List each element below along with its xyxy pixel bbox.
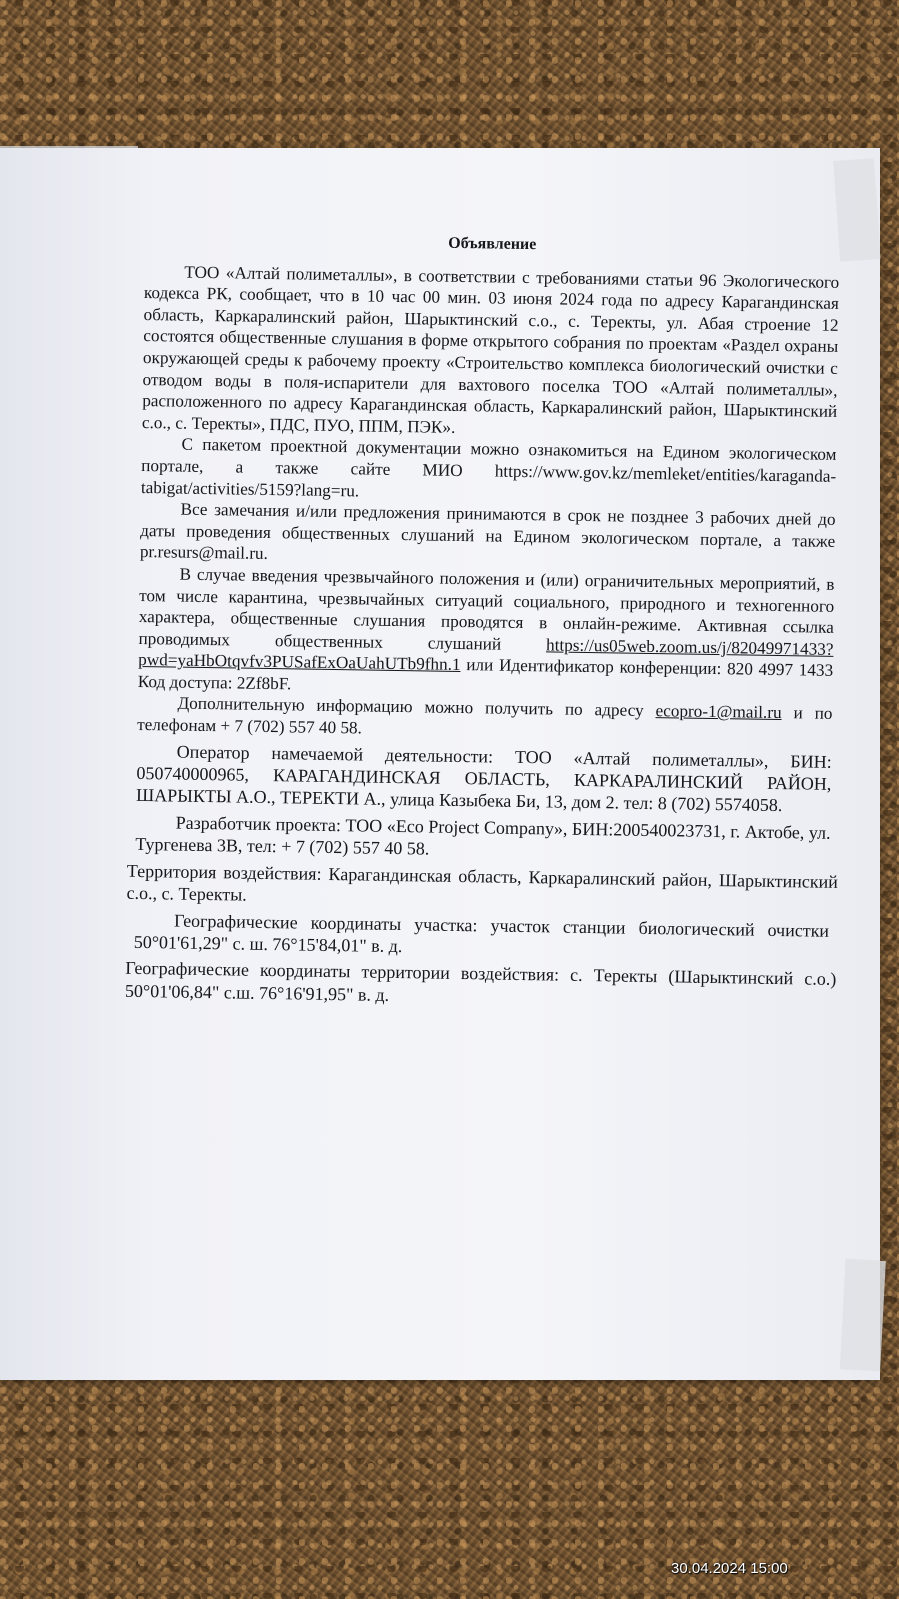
paragraph-comments: Все замечания и/или предложения принимаются в срок не позднее 3 рабочих дней до даты проведения общественных слушаний на Едином экологическом портале, а также pr.resurs@mail.ru. <box>139 499 836 564</box>
adhesive-tape-right <box>834 159 881 262</box>
paragraph-site-coordinates: Географические координаты участка: участок станции биологический очистки 50°01'61,29" с. ш. 76°15'84,01" в. д. <box>133 910 830 957</box>
zoom-link[interactable]: https://us05web.zoom.us/j/82049971433?pwd=yaHbOtqvfv3PUSafExOaUahUTb9fhn.1 <box>138 635 834 675</box>
paragraph-impact-territory: Территория воздействия: Карагандинская область, Каркаралинский район, Шарыктинский с.о., с. Теректы. <box>126 860 838 905</box>
paragraph-territory-coordinates: Географические координаты территории воздействия: с. Теректы (Шарыктинский с.о.) 50°01'06,84" с.ш. 76°16'91,95" в. д. <box>124 958 837 1005</box>
adhesive-tape-right-bottom <box>840 1259 886 1371</box>
contact-email-link[interactable]: ecopro-1@mail.ru <box>655 701 782 723</box>
contacts-text: Дополнительную информацию можно получить по адресу <box>177 694 644 721</box>
online-mode-text: В случае введения чрезвычайного положения и (или) ограничительных мероприятий, в том числе карантина, чрезвычайных ситуаций социального, природного и техногенного характера, общественные слушания проводятся в онлайн-режиме. Активная ссылка проводимых общественных слушаний <box>138 564 835 654</box>
photo-timestamp: 30.04.2024 15:00 <box>671 1560 788 1577</box>
paragraph-operator: Оператор намечаемой деятельности: ТОО «Алтай полиметаллы», БИН: 050740000965, КАРАГАНДИНСКАЯ ОБЛАСТЬ, КАРКАРАЛИНСКИЙ РАЙОН, ШАРЫКТЫ А.О., ТЕРЕКТИ А., улица Казыбека Би, 13, дом 2. тел: 8 (702) 5574058. <box>135 741 832 816</box>
notice-title: Объявление <box>448 234 537 254</box>
paragraph-online-mode <box>138 563 835 703</box>
paragraph-hearing-announcement: ТОО «Алтай полиметаллы», в соответствии с требованиями статьи 96 Экологического кодекса РК, сообщает, что в 10 час 00 мин. 03 июня 2024 года по адресу Карагандинская область, Каркаралинский район, Шарыктинский с.о., с. Теректы, ул. Абая строение 12 состоятся общественные слушания в форме открытого собрания по проектам «Раздел охраны окружающей среды к рабочему проекту «Строительство комплекса биологический очистки с отводом воды в поля-испарители для вахтового поселка ТОО «Алтай полиметаллы», расположенного по адресу Карагандинская область, Каркаралинский район, Шарыктинский с.о., с. Теректы», ПДС, ПУО, ППМ, ПЭК». <box>141 262 840 437</box>
paragraph-developer: Разработчик проекта: ТОО «Eco Project Company», БИН:200540023731, г. Актобе, ул. Тургенева 3В, тел: + 7 (702) 557 40 58. <box>135 812 831 859</box>
notice-text <box>124 228 840 1013</box>
paragraph-documentation: С пакетом проектной документации можно ознакомиться на Едином экологическом портале, а также сайте МИО https://www.gov.kz/memleket/entities/karaganda-tabigat/activities/5159?lang=ru. <box>140 434 837 500</box>
contacts-phone: и по телефонам + 7 (702) 557 40 58. <box>137 703 833 738</box>
conference-id-text: или Идентификатор конференции: 820 4997 1433 Код доступа: 2Zf8bF. <box>137 655 834 694</box>
